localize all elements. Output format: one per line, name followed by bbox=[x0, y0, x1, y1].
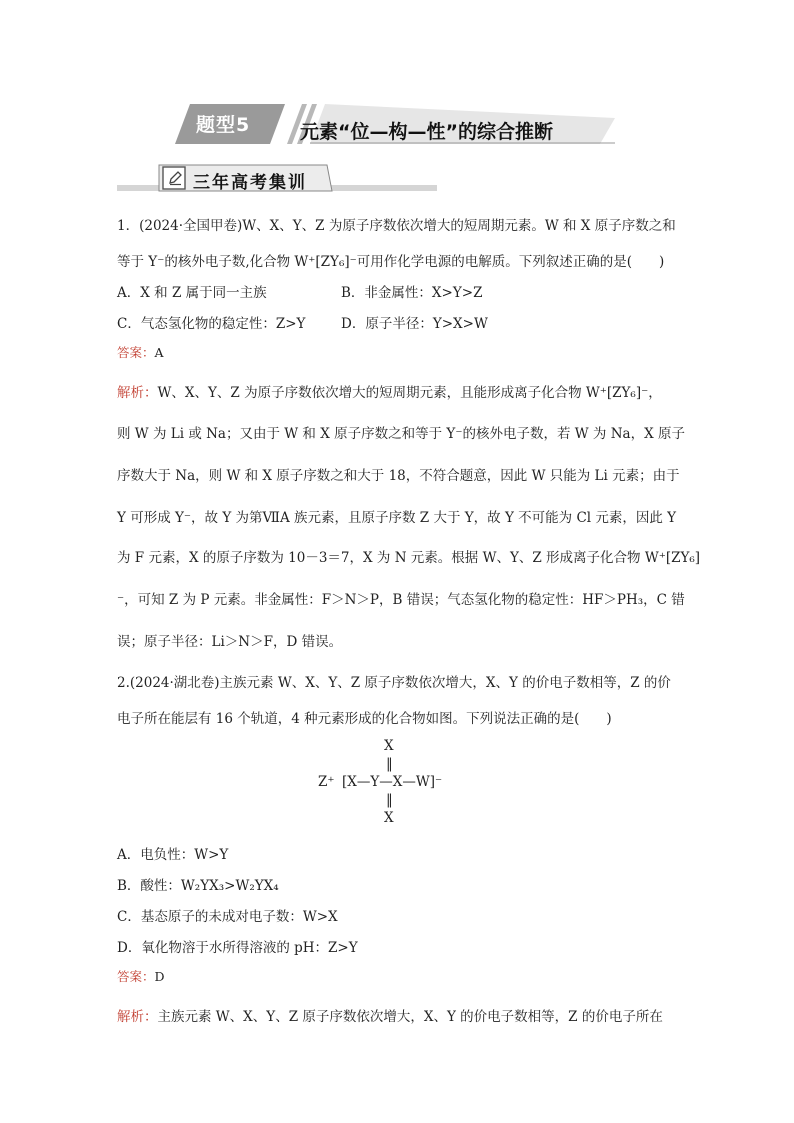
q1-analysis-line: 序数大于 Na，则 W 和 X 原子序数之和大于 18，不符合题意，因此 W 只能为 Li 元素；由于 bbox=[117, 468, 680, 484]
double-bond-top: ‖ bbox=[386, 756, 393, 772]
edit-icon bbox=[167, 170, 183, 186]
q2-option-c: C．基态原子的未成对电子数：W>X bbox=[117, 909, 338, 925]
topic-tag: 题型5 bbox=[196, 114, 251, 136]
structure-formula bbox=[300, 732, 520, 832]
q2-stem-line2: 电子所在能层有 16 个轨道，4 种元素形成的化合物如图。下列说法正确的是( ) bbox=[117, 711, 612, 727]
q1-answer bbox=[117, 343, 164, 361]
q2-option-a: A．电负性：W>Y bbox=[117, 847, 229, 863]
q1-option-c: C．气态氢化物的稳定性：Z>Y bbox=[117, 316, 306, 332]
q2-option-d: D．氧化物溶于水所得溶液的 pH：Z>Y bbox=[117, 940, 358, 956]
q2-option-b: B．酸性：W₂YX₃>W₂YX₄ bbox=[117, 878, 279, 894]
analysis-text: W、X、Y、Z 为原子序数依次增大的短周期元素，且能形成离子化合物 W⁺[ZY₆]⁻， bbox=[157, 385, 662, 401]
answer-value: D bbox=[154, 969, 165, 984]
answer-label: 答案： bbox=[117, 345, 155, 360]
q1-analysis-line: ⁻，可知 Z 为 P 元素。非金属性：F＞N＞P，B 错误；气态氢化物的稳定性：HF＞PH₃，C 错 bbox=[117, 592, 685, 608]
q2-stem-line1: 2.(2024·湖北卷)主族元素 W、X、Y、Z 原子序数依次增大，X、Y 的价电子数相等，Z 的价 bbox=[117, 675, 671, 691]
analysis-label: 解析： bbox=[117, 385, 158, 401]
formula-top-atom: X bbox=[384, 738, 394, 754]
q1-analysis-line bbox=[117, 381, 662, 401]
answer-label: 答案： bbox=[117, 969, 155, 984]
formula-bottom-atom: X bbox=[384, 810, 394, 826]
q1-analysis-line: Y 可形成 Y⁻，故 Y 为第ⅦA 族元素，且原子序数 Z 大于 Y，故 Y 不可能为 Cl 元素，因此 Y bbox=[117, 510, 677, 526]
q1-analysis-line: 则 W 为 Li 或 Na；又由于 W 和 X 原子序数之和等于 Y⁻的核外电子数，若 W 为 Na，X 原子 bbox=[117, 426, 685, 442]
analysis-text: 主族元素 W、X、Y、Z 原子序数依次增大，X、Y 的价电子数相等，Z 的价电子所在 bbox=[157, 1009, 663, 1025]
q2-analysis-line bbox=[117, 1005, 663, 1025]
q1-option-d: D．原子半径：Y>X>W bbox=[341, 316, 488, 332]
q2-answer bbox=[117, 967, 165, 985]
q1-stem-line1: 1．(2024·全国甲卷)W、X、Y、Z 为原子序数依次增大的短周期元素。W 和 X 原子序数之和 bbox=[117, 218, 676, 234]
section-title: 三年高考集训 bbox=[193, 173, 307, 193]
q1-option-b: B．非金属性：X>Y>Z bbox=[341, 285, 483, 301]
q1-analysis-line: 误；原子半径：Li＞N＞F，D 错误。 bbox=[117, 634, 343, 650]
q1-option-a: A．X 和 Z 属于同一主族 bbox=[117, 285, 267, 301]
analysis-label: 解析： bbox=[117, 1009, 158, 1025]
answer-value: A bbox=[154, 345, 164, 360]
q1-analysis-line: 为 F 元素，X 的原子序数为 10－3＝7，X 为 N 元素。根据 W、Y、Z 形成离子化合物 W⁺[ZY₆] bbox=[117, 550, 701, 566]
q1-stem-line2: 等于 Y⁻的核外电子数,化合物 W⁺[ZY₆]⁻可用作化学电源的电解质。下列叙述正确的是( ) bbox=[117, 254, 665, 270]
formula-anion: [X—Y—X—W]⁻ bbox=[342, 774, 443, 790]
double-bond-bottom: ‖ bbox=[386, 792, 393, 808]
page-title: 元素“位—构—性”的综合推断 bbox=[300, 121, 553, 143]
formula-cation: Z⁺ bbox=[318, 774, 335, 790]
